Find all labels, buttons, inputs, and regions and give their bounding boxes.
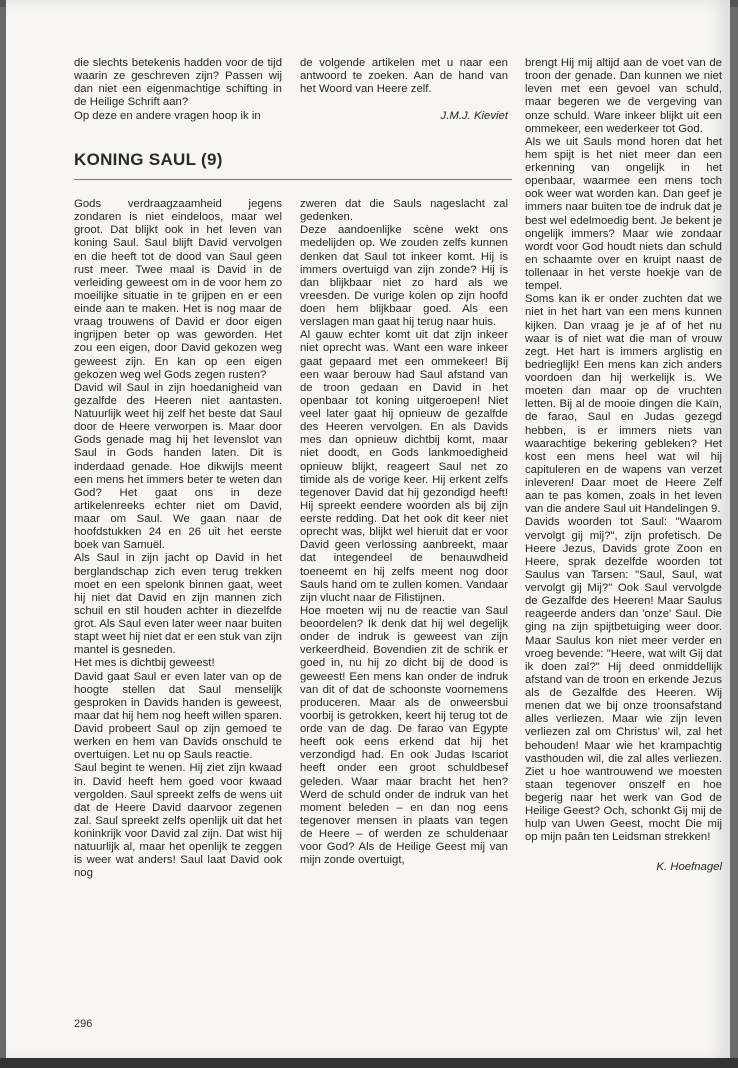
title-rule (74, 179, 512, 180)
paragraph: Soms kan ik er onder zuchten dat we niet in het hart van een mens kunnen kijken. Dan vraag je je af of het nu waar is of niet wat die man of vrouw zegt. Het hart is immers arglistig en bedrieglijk! Een mens kan zich anders voordoen dan hij werkelijk is. We moeten dan maar op de vruchten letten. Bij al de mooie dingen die Kaïn, de farao, Saul en Judas gezegd hebben, is er immers niets van waarachtige bekering gebleken? Het kost een mens heel wat wil hij capituleren en de wapens van verzet inleveren! Daar moet de Heere Zelf aan te pas komen, zoals in het leven van die andere Saul uit Handelingen 9. (525, 293, 722, 516)
prev-article-col1 (74, 57, 282, 123)
paragraph: zweren dat die Sauls nageslacht zal gedenken. (300, 198, 508, 224)
article-author: K. Hoefnagel (656, 860, 722, 873)
paragraph: Hoe moeten wij nu de reactie van Saul beoordelen? Ik denk dat hij wel degelijk onder de indruk is geweest van zijn verkeerdheid. Bovendien zit de schrik er goed in, nu hij zo dicht bij de dood is geweest! Een mens kan onder de indruk van dit of dat de schoonste voornemens produceren. Maar als de onweersbui voorbij is getrokken, keert hij terug tot de orde van de dag. De farao van Egypte heeft ook eens erkend dat hij het verzondigd had. En ook Judas Iscariot heeft onder een groot schuldbesef geleden. Waar maar bracht het hen? Werd de schuld onder de indruk van het moment beleden – en dan nog eens tegenover mensen in plaats van tegen de Heere – of werden ze schuldenaar voor God? Als de Heilige Geest mij van mijn zonde overtuigt, (300, 604, 508, 867)
paragraph: Al gauw echter komt uit dat zijn inkeer niet oprecht was. Want een ware inkeer gaat gepaard met een ommekeer! Bij een waar berouw had Saul afstand van de troon gedaan en David in het openbaar tot koning uitgeroepen! Niet veel later gaat hij opnieuw de gezalfde des Heeren vervolgen. En als Davids mes dan opnieuw dichtbij komt, maar niet doodt, en Gods lankmoedigheid opnieuw blijkt, reageert Saul net zo timide als de vorige keer. Hij erkent zelfs tegenover David dat hij gezondigd heeft! Hij spreekt eendere woorden als bij zijn eerste redding. Dat het ook dit keer niet oprecht was, blijkt wel hieruit dat er voor David geen verlossing aanbreekt, maar dat integendeel de benauwdheid toeneemt en hij zelfs meent nog door Sauls hand om te zullen komen. Vandaar zijn vlucht naar de Filistijnen. (300, 329, 508, 604)
article-column-3 (525, 57, 722, 874)
paragraph: die slechts betekenis hadden voor de tijd waarin ze geschreven zijn? Passen wij dan niet een eigenmachtige schifting in de Heilige Schrift aan? (74, 57, 282, 109)
paragraph: Op deze en andere vragen hoop ik in (74, 109, 261, 122)
prev-article-col2 (300, 57, 508, 124)
page-number: 296 (74, 1018, 93, 1030)
article-column-1 (74, 198, 282, 881)
paragraph: David wil Saul in zijn hoedanigheid van gezalfde des Heeren niet aantasten. Natuurlijk weet hij zelf het beste dat Saul door de Heere verworpen is. Maar door Gods genade mag hij het levenslot van Saul in Gods handen laten. Dit is inderdaad genade. Hoe dikwijls meent een mens het immers beter te weten dan God? Het gaat ons in deze artikelenreeks echter niet om David, maar om Saul. We gaan naar de hoofdstukken 24 en 26 uit het eerste boek van Samuël. (74, 381, 282, 552)
paragraph: Gods verdraagzaamheid jegens zondaren is niet eindeloos, maar wel groot. Dat blijkt ook in het leven van koning Saul. Saul blijft David vervolgen en die heeft tot de dood van Saul geen rust meer. Twee maal is David in de verleiding geweest om in de voor hem zo moeilijke situatie in te grijpen en er een einde aan te maken. Het is nog maar de vraag trouwens of David er door eigen ingrijpen beter op was geworden. Het zou een eigen, door David gekozen weg geweest zijn. En kan op een eigen gekozen weg wel Gods zegen rusten? (74, 198, 282, 381)
prev-article-author: J.M.J. Kieviet (440, 110, 508, 123)
paragraph: Saul begint te wenen. Hij ziet zijn kwaad in. David heeft hem goed voor kwaad vergolden. Saul spreekt zelfs de wens uit dat de Heere David daarvoor zegenen zal. Saul spreekt zelfs openlijk uit dat het koninkrijk voor David zal zijn. Dat wist hij natuurlijk al, maar het openlijk te zeggen is weer wat anders! Saul laat David ook nog (74, 762, 282, 880)
paragraph: brengt Hij mij altijd aan de voet van de troon der genade. Dan kunnen we niet leven met een gevoel van schuld, maar begeren we de vergeving van onze schuld. Ware inkeer blijkt uit een ommekeer, een wederkeer tot God. (525, 57, 722, 135)
paragraph: Als we uit Sauls mond horen dat het hem spijt is het niet meer dan een erkenning van ongelijk in het openbaar, waarmee een mens toch ook weer wat worden kan. Dan geef je immers naar buiten toe de indruk dat je best wel edelmoedig bent. Je bekent je ongelijk immers? Maar wie zondaar wordt voor God houdt niets dan schuld en schaamte over en kruipt naast de tollenaar in het verste hoekje van de tempel. (525, 135, 722, 293)
paragraph: Het mes is dichtbij geweest! (74, 657, 215, 670)
scan-bottom-edge (0, 1058, 738, 1068)
paragraph: David gaat Saul er even later van op de hoogte stellen dat Saul menselijk gesproken in Davids handen is geweest, maar dat hij hem nog heeft willen sparen. David probeert Saul op zijn gemoed te werken en hem van Davids onschuld te overtuigen. Let nu op Sauls reactie. (74, 670, 282, 762)
paragraph: de volgende artikelen met u naar een antwoord te zoeken. Aan de hand van het Woord van Heere zelf. (300, 57, 508, 96)
article-title: KONING SAUL (9) (74, 150, 223, 169)
paragraph: Davids woorden tot Saul: "Waarom vervolgt gij mij?", zijn profetisch. De Heere Jezus, Davids grote Zoon en Heere, sprak dezelfde woorden tot Saulus van Tarsen: "Saul, Saul, wat vervolgt gij Mij?" Ook Saul vervolgde de Gezalfde des Heeren! Maar Saulus reageerde anders dan 'onze' Saul. Die ging na zijn spijtbetuiging weer door. Maar Saulus kon niet meer verder en vroeg bevende: "Heere, wat wilt Gij dat ik doen zal?" Hij deed onmiddellijk afstand van de troon en erkende Jezus als de Gezalfde des Heeren. Wij menen dat we bij onze troonsafstand alles verliezen. Maar wie zijn leven verliezen zal om Christus' wil, zal het behouden! Maar wie het krampachtig vasthouden wil, die zal alles verliezen. Ziet u hoe wantrouwend we moesten staan tegenover onszelf en hoe begerig naar het werk van God de Heilige Geest? Och, schonkt Gij mij de hulp van Uwen Geest, mocht Die mij op mijn paân ten Leidsman strekken! (525, 516, 722, 844)
article-column-2 (300, 198, 508, 867)
paragraph: Deze aandoenlijke scène wekt ons medelijden op. We zouden zelfs kunnen denken dat Saul tot inkeer komt. Hij is immers overtuigd van zijn zonde? Hij is dan blijkbaar niet zo hard als we vreesden. De vurige kolen op zijn hoofd doen hem blijkbaar goed. Als een verslagen man gaat hij terug naar huis. (300, 224, 508, 329)
paragraph: Als Saul in zijn jacht op David in het berglandschap zich even terug trekken moet en een spelonk binnen gaat, weet hij niet dat David en zijn mannen zich schuil en stil houden achter in diezelfde grot. Als Saul even later weer naar buiten stapt weet hij niet dat er een stuk van zijn mantel is gesneden. (74, 552, 282, 657)
